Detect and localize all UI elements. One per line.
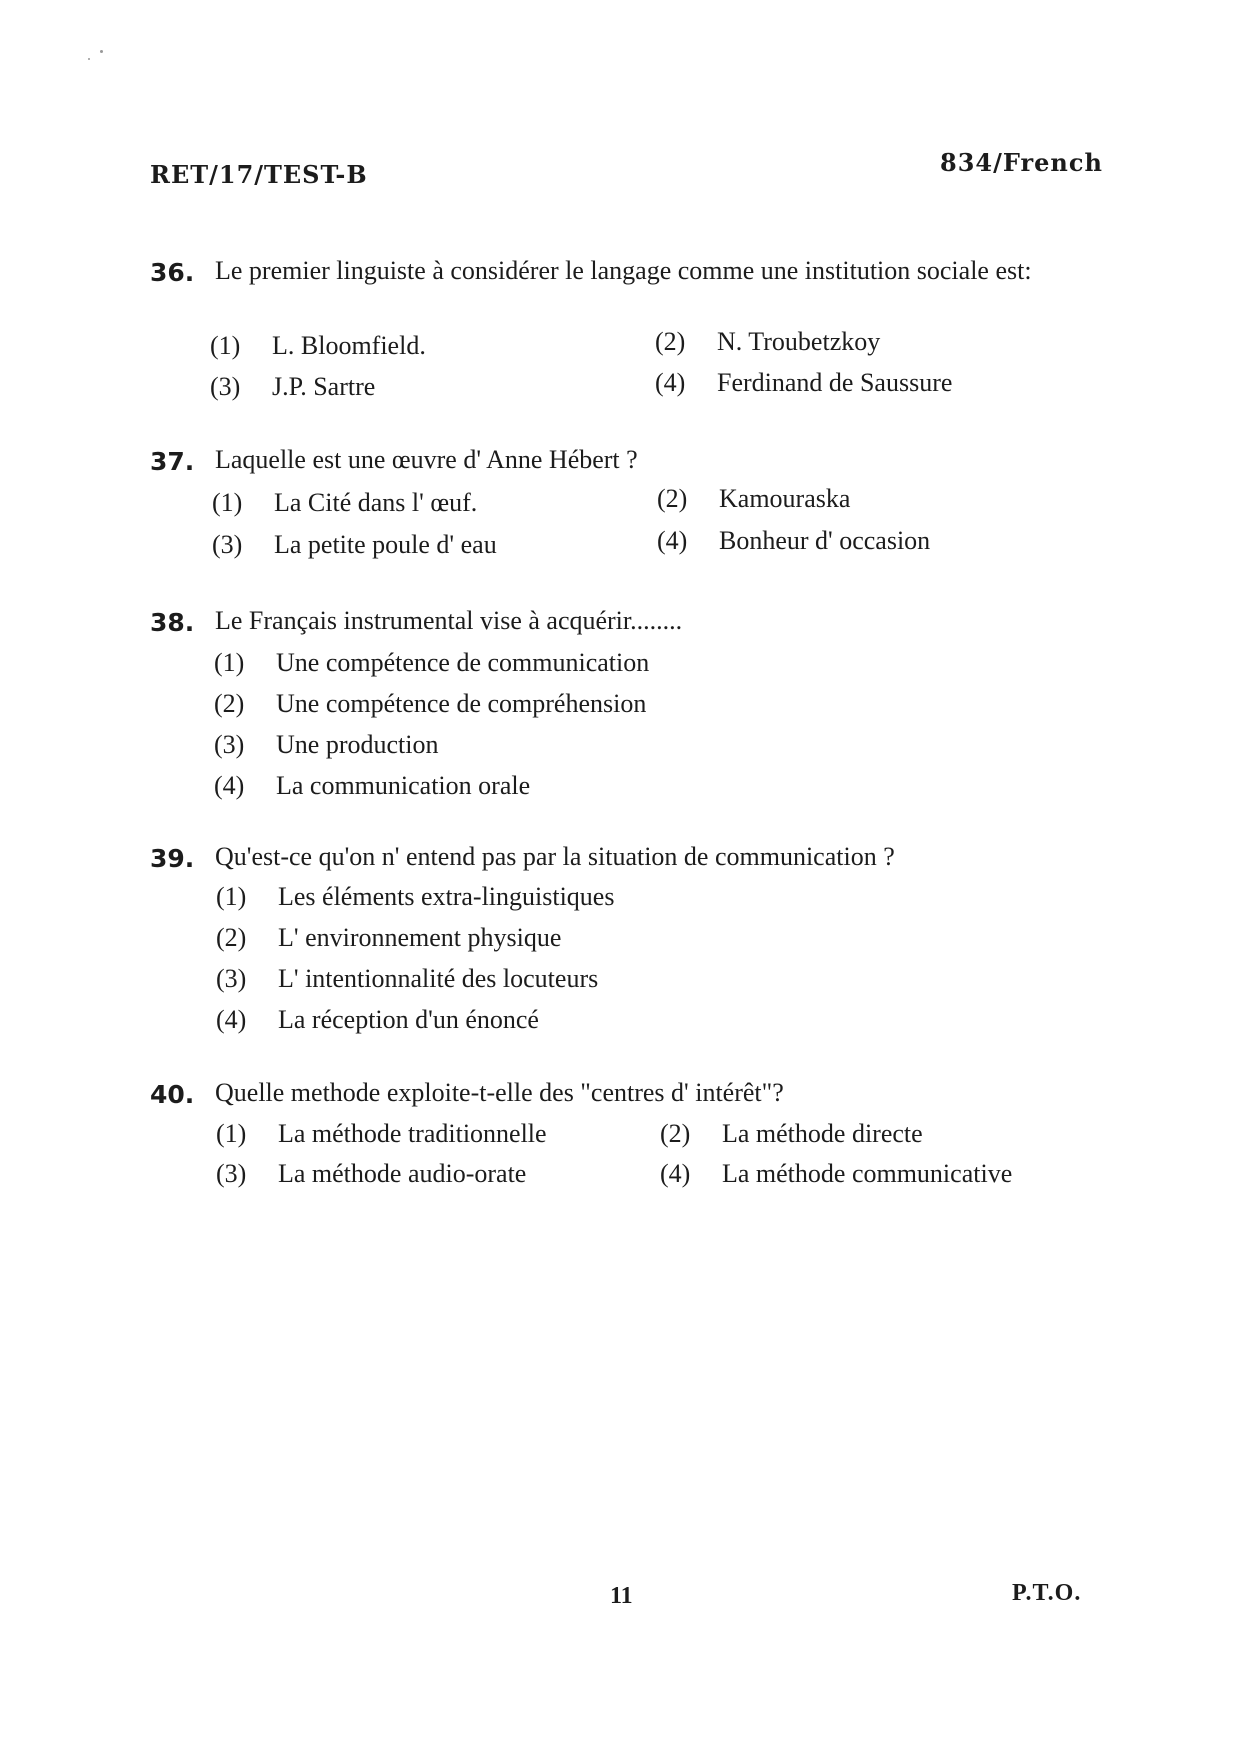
option-1[interactable] bbox=[212, 484, 477, 522]
question-number: 39. bbox=[150, 844, 195, 873]
option-2[interactable] bbox=[214, 685, 646, 723]
question-text: Quelle methode exploite-t-elle des "centres d' intérêt"? bbox=[215, 1078, 784, 1107]
question-39 bbox=[150, 838, 1100, 1038]
question-text: Le premier linguiste à considérer le langage comme une institution sociale est: bbox=[215, 256, 1032, 285]
question-36 bbox=[150, 252, 1100, 412]
option-3[interactable] bbox=[216, 960, 598, 998]
option-number: (4) bbox=[657, 526, 688, 555]
option-number: (1) bbox=[216, 882, 247, 911]
option-text: Une production bbox=[276, 730, 439, 759]
option-number: (3) bbox=[212, 530, 243, 559]
page-number: 11 bbox=[610, 1583, 633, 1609]
question-text: Laquelle est une œuvre d' Anne Hébert ? bbox=[215, 445, 638, 474]
option-number: (2) bbox=[214, 689, 245, 718]
option-text: Une compétence de communication bbox=[276, 648, 650, 677]
option-1[interactable] bbox=[210, 327, 426, 365]
option-3[interactable] bbox=[214, 726, 438, 764]
option-text: Une compétence de compréhension bbox=[276, 689, 647, 718]
option-number: (3) bbox=[210, 372, 241, 401]
option-3[interactable] bbox=[212, 526, 497, 564]
option-number: (1) bbox=[214, 648, 245, 677]
option-text: L' environnement physique bbox=[278, 923, 562, 952]
option-2[interactable] bbox=[655, 323, 880, 361]
option-number: (4) bbox=[216, 1005, 247, 1034]
option-number: (3) bbox=[214, 730, 245, 759]
exam-code: RET/17/TEST-B bbox=[150, 160, 368, 189]
option-2[interactable] bbox=[657, 480, 850, 518]
scan-speck bbox=[88, 58, 90, 60]
option-number: (2) bbox=[655, 327, 686, 356]
option-text: La Cité dans l' œuf. bbox=[274, 488, 478, 517]
question-text: Le Français instrumental vise à acquérir........ bbox=[215, 606, 683, 635]
option-text: La communication orale bbox=[276, 771, 531, 800]
option-1[interactable] bbox=[214, 644, 649, 682]
subject-code: 834/French bbox=[940, 148, 1103, 177]
question-text: Qu'est-ce qu'on n' entend pas par la situation de communication ? bbox=[215, 842, 895, 871]
option-1[interactable] bbox=[216, 1115, 547, 1153]
option-text: N. Troubetzkoy bbox=[717, 327, 881, 356]
option-4[interactable] bbox=[657, 522, 930, 560]
option-text: J.P. Sartre bbox=[272, 372, 376, 401]
option-1[interactable] bbox=[216, 878, 614, 916]
option-text: L. Bloomfield. bbox=[272, 331, 426, 360]
option-3[interactable] bbox=[216, 1155, 526, 1193]
question-number: 37. bbox=[150, 447, 195, 476]
option-number: (2) bbox=[660, 1119, 691, 1148]
question-38 bbox=[150, 602, 1100, 802]
question-40 bbox=[150, 1074, 1100, 1194]
option-4[interactable] bbox=[660, 1155, 1012, 1193]
question-number: 36. bbox=[150, 258, 195, 287]
option-text: La réception d'un énoncé bbox=[278, 1005, 539, 1034]
option-number: (2) bbox=[216, 923, 247, 952]
option-2[interactable] bbox=[216, 919, 561, 957]
option-number: (4) bbox=[660, 1159, 691, 1188]
option-4[interactable] bbox=[655, 364, 952, 402]
option-text: La méthode audio-orate bbox=[278, 1159, 527, 1188]
option-2[interactable] bbox=[660, 1115, 923, 1153]
option-4[interactable] bbox=[214, 767, 530, 805]
option-3[interactable] bbox=[210, 368, 375, 406]
option-text: Bonheur d' occasion bbox=[719, 526, 931, 555]
option-number: (1) bbox=[216, 1119, 247, 1148]
option-4[interactable] bbox=[216, 1001, 539, 1039]
option-number: (4) bbox=[214, 771, 245, 800]
option-text: La méthode traditionnelle bbox=[278, 1119, 547, 1148]
option-text: La petite poule d' eau bbox=[274, 530, 497, 559]
option-number: (2) bbox=[657, 484, 688, 513]
option-text: Ferdinand de Saussure bbox=[717, 368, 953, 397]
option-text: L' intentionnalité des locuteurs bbox=[278, 964, 599, 993]
option-text: Les éléments extra-linguistiques bbox=[278, 882, 615, 911]
option-number: (1) bbox=[210, 331, 241, 360]
option-number: (1) bbox=[212, 488, 243, 517]
scan-speck bbox=[100, 50, 103, 53]
question-37 bbox=[150, 441, 1100, 561]
question-number: 40. bbox=[150, 1080, 195, 1109]
option-text: La méthode communicative bbox=[722, 1159, 1013, 1188]
option-number: (3) bbox=[216, 1159, 247, 1188]
question-number: 38. bbox=[150, 608, 195, 637]
option-number: (3) bbox=[216, 964, 247, 993]
option-text: Kamouraska bbox=[719, 484, 851, 513]
pto-label: P.T.O. bbox=[1012, 1580, 1082, 1606]
option-number: (4) bbox=[655, 368, 686, 397]
option-text: La méthode directe bbox=[722, 1119, 923, 1148]
